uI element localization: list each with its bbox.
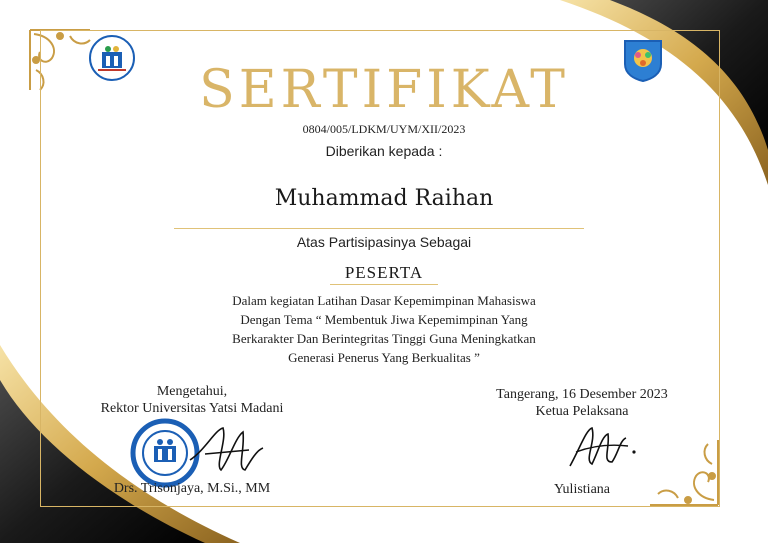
recipient-name: Muhammad Raihan [274,186,494,211]
certificate-title: SERTIFIKAT [199,60,569,120]
certificate-number: 0804/005/LDKM/UYM/XII/2023 [302,122,466,136]
name-underline [174,228,584,229]
right-signature [562,418,642,478]
right-place-date: Tangerang, 16 Desember 2023 [496,387,668,402]
description-line: Berkarakter Dan Berintegritas Tinggi Guna Meningkatkan [232,331,536,346]
left-signature [185,420,265,480]
right-signer-name: Yulistiana [554,482,610,497]
event-description [150,291,618,367]
left-signer-name: Drs. Trisonjaya, M.Si., MM [113,481,271,496]
role-underline [330,284,438,285]
description-line: Generasi Penerus Yang Berkualitas ” [288,350,480,365]
given-to-label: Diberikan kepada : [325,143,443,159]
role-label: PESERTA [344,263,424,282]
left-position: Rektor Universitas Yatsi Madani [100,401,284,416]
left-acknowledged: Mengetahui, [156,384,228,399]
right-position: Ketua Pelaksana [535,404,629,419]
participation-label: Atas Partisipasinya Sebagai [296,234,472,250]
description-line: Dengan Tema “ Membentuk Jiwa Kepemimpinan Yang [240,312,528,327]
description-line: Dalam kegiatan Latihan Dasar Kepemimpinan Mahasiswa [232,293,536,308]
